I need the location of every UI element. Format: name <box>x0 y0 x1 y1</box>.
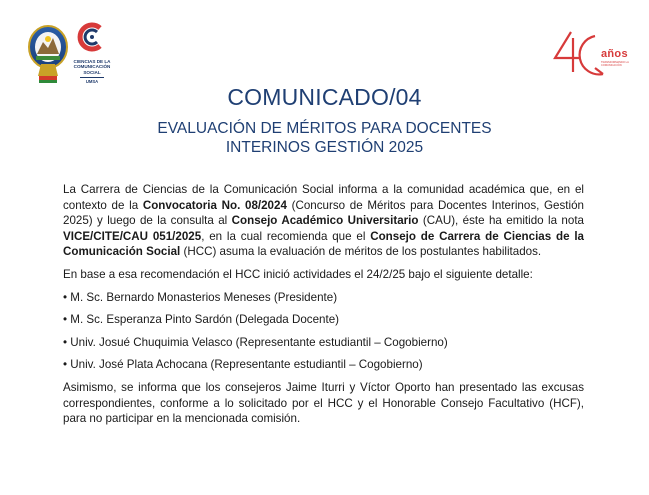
page-subtitle <box>0 119 649 157</box>
member-item: • Univ. Josué Chuquimia Velasco (Representante estudiantil – Cogobierno) <box>63 335 448 349</box>
detail-paragraph: En base a esa recomendación el HCC inició actividades el 24/2/25 bajo el siguiente detalle: <box>63 267 533 281</box>
umsa-label: UMSA <box>80 77 104 84</box>
ccs-c-emblem-icon <box>70 22 114 52</box>
anniversary-subtitle: TRANSFORMANDO LA COMUNICACIÓN <box>601 61 629 67</box>
anniversary-years-word: años <box>601 48 628 60</box>
ccs-logo-line1: CIENCIAS DE LA <box>73 59 111 64</box>
bolivia-coat-of-arms-logo <box>27 20 69 84</box>
ccs-faculty-logo <box>70 22 114 84</box>
subtitle-line-1: EVALUACIÓN DE MÉRITOS PARA DOCENTES <box>157 120 492 137</box>
subtitle-line-2: INTERINOS GESTIÓN 2025 <box>225 139 424 156</box>
member-item: • Univ. José Plata Achocana (Representante estudiantil – Cogobierno) <box>63 358 423 372</box>
page-title: COMUNICADO/04 <box>227 84 422 110</box>
member-item: • M. Sc. Esperanza Pinto Sardón (Delegada Docente) <box>63 313 340 327</box>
ccs-logo-line2: COMUNICACIÓN <box>73 64 111 70</box>
communique-body <box>63 182 584 434</box>
ccs-logo-line3: SOCIAL <box>83 69 101 75</box>
intro-paragraph: La Carrera de Ciencias de la Comunicación Social informa a la comunidad académica que, en el contexto de la Convocatoria No. 08/2024 (Concurso de Méritos para Docentes Interinos, Gestión 2025) y luego de la consulta al Consejo Académico Universitario (CAU), éste ha emitido la nota VICE/CITE/CAU 051/2025, en la cual recomienda que el Consejo de Carrera de Ciencias de la Comunicación Social (HCC) asuma la evaluación de méritos de los postulantes habilitados. <box>63 183 585 259</box>
closing-paragraph: Asimismo, se informa que los consejeros Jaime Iturri y Víctor Oporto han presentado las excusas correspondientes, conforme a lo solicitado por el HCC y el Honorable Consejo Facultativo (HCF), para no participar en la mencionada comisión. <box>63 380 584 426</box>
forty-years-logo <box>551 28 635 84</box>
member-item: • M. Sc. Bernardo Monasterios Meneses (Presidente) <box>63 290 338 304</box>
